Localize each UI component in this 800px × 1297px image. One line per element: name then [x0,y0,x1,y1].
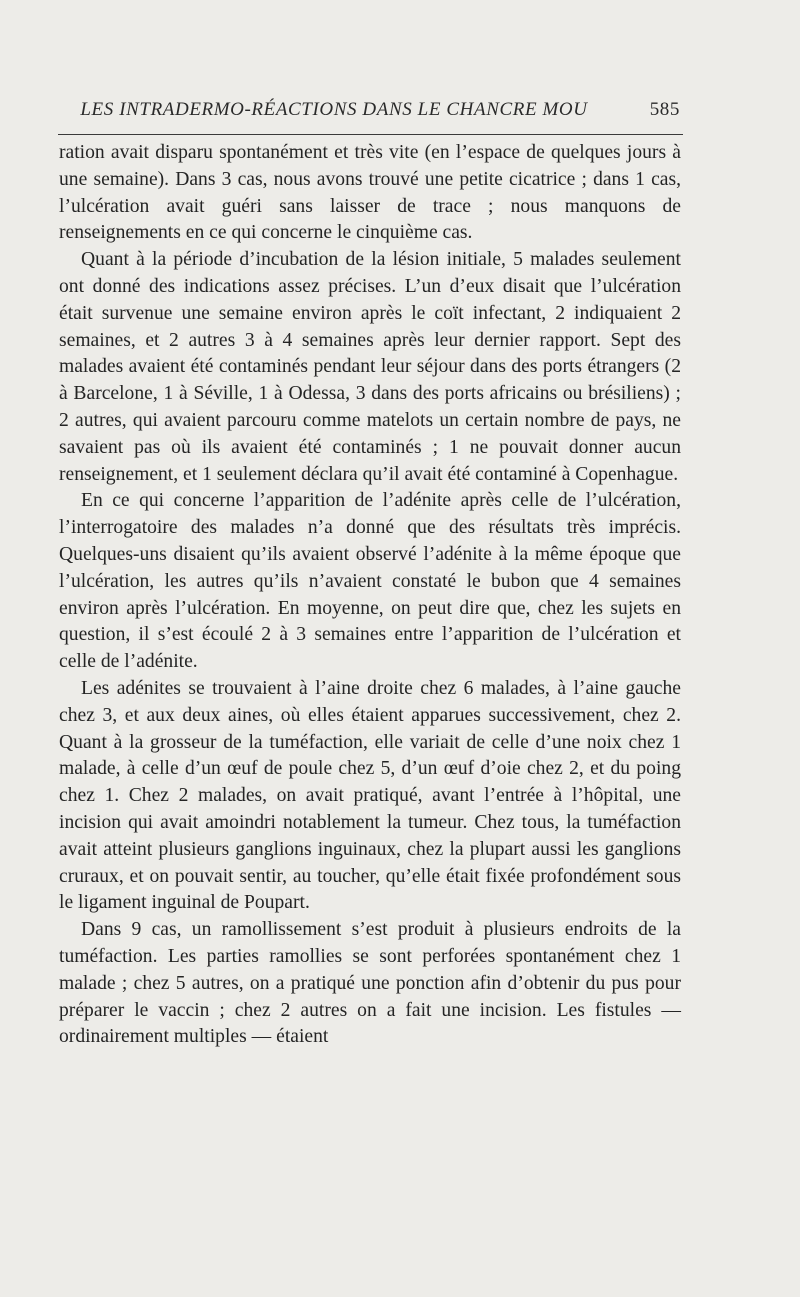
page-number: 585 [649,99,680,120]
paragraph: ration avait disparu spontanément et très vite (en l’espace de quelques jours à une semaine). Dans 3 cas, nous avons trouvé une petite cicatrice ; dans 1 cas, l’ulcération avait guéri sans laisser de trace ; nous manquons de renseignements en ce qui concerne le cinquième cas. [59,142,681,244]
paragraph: Quant à la période d’incubation de la lésion initiale, 5 malades seulement ont donné des indications assez précises. L’un d’eux disait que l’ulcération était survenue une semaine environ après le coït infectant, 2 indiquaient 2 semaines, et 2 autres 3 à 4 semaines après leur dernier rapport. Sept des malades avaient été contaminés pendant leur séjour dans des ports étrangers (2 à Barcelone, 1 à Séville, 1 à Odessa, 3 dans des ports africains ou brésiliens) ; 2 autres, qui avaient parcouru comme matelots un certain nombre de pays, ne savaient pas où ils avaient été contaminés ; 1 ne pouvait donner aucun renseignement, et 1 seulement déclara qu’il avait été contaminé à Copenhague. [59,249,681,485]
paragraph: Les adénites se trouvaient à l’aine droite chez 6 malades, à l’aine gauche chez 3, et aux deux aines, où elles étaient apparues successivement, chez 2. Quant à la grosseur de la tuméfaction, elle variait de celle d’une noix chez 1 malade, à celle d’un œuf de poule chez 5, d’un œuf d’oie chez 2, et du poing chez 1. Chez 2 malades, on avait pratiqué, avant l’entrée à l’hôpital, une incision qui avait amoindri notablement la tumeur. Chez tous, la tuméfaction avait atteint plusieurs ganglions inguinaux, chez la plupart aussi les ganglions cruraux, et on pouvait sentir, au toucher, qu’elle était fixée profondément sous le ligament inguinal de Poupart. [59,677,681,914]
body-text [59,140,681,1051]
running-title: LES INTRADERMO-RÉACTIONS DANS LE CHANCRE MOU [80,99,588,120]
header-rule [58,134,683,135]
paragraph: Dans 9 cas, un ramollissement s’est produit à plusieurs endroits de la tuméfaction. Les parties ramollies se sont perforées spontanément chez 1 malade ; chez 5 autres, on a pratiqué une ponction afin d’obtenir du pus pour préparer le vaccin ; chez 2 autres on a fait une incision. Les fistules — ordinairement multiples — étaient [59,919,681,1048]
paragraph: En ce qui concerne l’apparition de l’adénite après celle de l’ulcération, l’interrogatoire des malades n’a donné que des résultats très imprécis. Quelques-uns disaient qu’ils avaient observé l’adénite à la même époque que l’ulcération, les autres qu’ils n’avaient constaté le bubon que 4 semaines environ après l’ulcération. En moyenne, on peut dire que, chez les sujets en question, il s’est écoulé 2 à 3 semaines entre l’apparition de l’ulcération et celle de l’adénite. [59,490,681,673]
running-head [58,99,680,127]
